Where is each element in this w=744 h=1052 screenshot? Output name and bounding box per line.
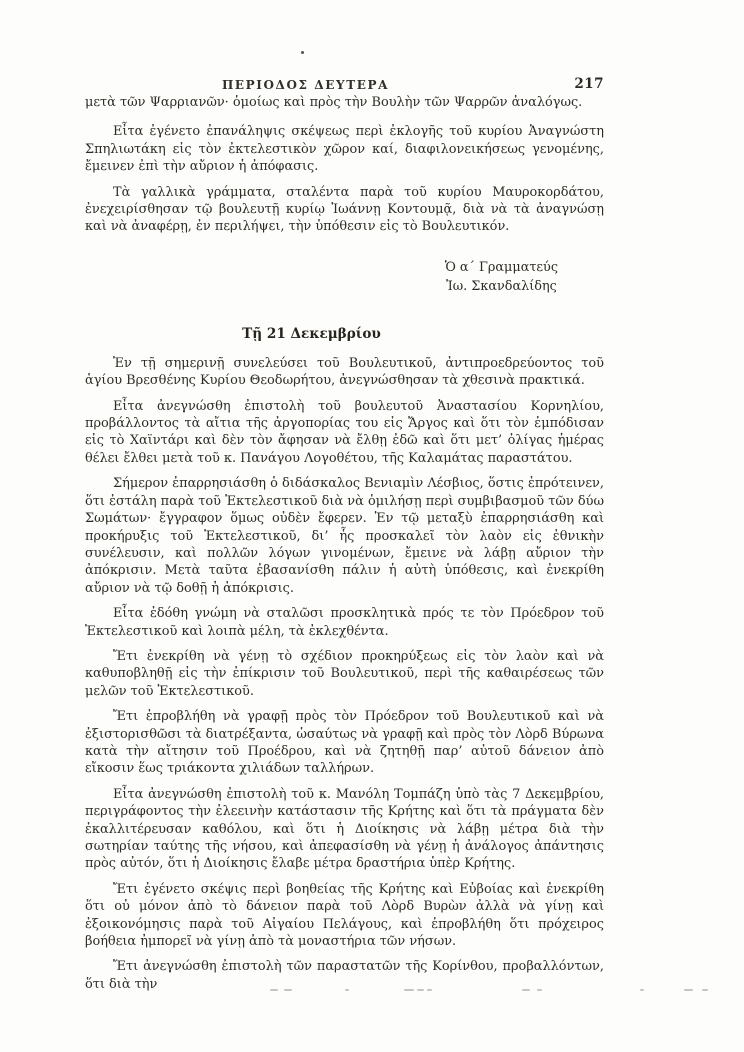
paragraph: Ἔτι ἐγένετο σκέψις περὶ βοηθείας τῆς Κρήτης καὶ Εὐβοίας καὶ ἐνεκρίθη ὅτι οὐ μόνον ἀπὸ τὸ δάνειον παρὰ τοῦ Λὸρδ Βυρὼν ἀλλὰ νὰ γίνῃ καὶ ἐξοικονόμησις παρὰ τοῦ Αἰγαίου Πελάγους, καὶ ἐπροβλήθη ὅτι πρόχειρος βοήθεια ἠμπορεῖ νὰ γίνῃ ἀπὸ τὰ μοναστήρια τῶν νήσων. — [85, 881, 604, 950]
scan-artifact-dash — [702, 989, 708, 991]
page-number: 217 — [574, 76, 604, 92]
scan-artifact-dash — [270, 989, 278, 991]
scan-artifact-dash — [417, 989, 424, 991]
paragraph: Σήμερον ἐπαρρησιάσθη ὁ διδάσκαλος Βενιαμὶν Λέσβιος, ὅστις ἐπρότεινεν, ὅτι ἐστάλη παρὰ τοῦ Ἐκτελεστικοῦ διὰ νὰ ὁμιλήσῃ περὶ συμβιβασμοῦ τῶν δύω Σωμάτων· ἔγγραφον ὅμως οὐδὲν ἔφερεν. Ἐν τῷ μεταξὺ ἐπαρρησιάσθη καὶ προκήρυξις τοῦ Ἐκτελεστικοῦ, δι’ ἧς προσκαλεῖ τὸν λαὸν εἰς ἐθνικὴν συνέλευσιν, καὶ πολλῶν λόγων γινομένων, ἔμεινε νὰ λάβῃ αὔριον τὴν ἀπόκρισιν. Μετὰ ταῦτα ἐβασανίσθη πάλιν ἡ αὐτὴ ὑπόθεσις, καὶ ἐνεκρίθη αὔριον νὰ τῷ δοθῇ ἡ ἀπόκρισις. — [85, 476, 604, 596]
scan-artifact-dash — [537, 989, 542, 991]
session-date-heading: Τῇ 21 Δεκεμβρίου — [242, 325, 381, 342]
scan-artifact-dash — [345, 989, 349, 991]
signature-name: Ἰω. Σκανδαλίδης — [446, 278, 557, 294]
scan-artifact-dash — [404, 989, 414, 991]
paragraph-continuation: μετὰ τῶν Ψαρριανῶν· ὁμοίως καὶ πρὸς τὴν Βουλὴν τῶν Ψαρρῶν ἀναλόγως. — [85, 95, 583, 110]
signature-block — [445, 258, 558, 296]
scan-artifact-dash — [284, 989, 292, 991]
scan-speck — [301, 51, 304, 54]
scan-artifact-dash — [684, 989, 693, 991]
paragraph: Εἶτα ἐδόθη γνώμη νὰ σταλῶσι προσκλητικὰ πρός τε τὸν Πρόεδρον τοῦ Ἐκτελεστικοῦ καὶ λοιπὰ μέλη, τὰ ἐκλεχθέντα. — [85, 606, 604, 639]
paragraph: Ἔτι ἀνεγνώσθη ἐπιστολὴ τῶν παραστατῶν τῆς Κορίνθου, προβαλλόντων, ὅτι διὰ τὴν — [85, 959, 604, 992]
paragraph: Ἔτι ἐνεκρίθη νὰ γένῃ τὸ σχέδιον προκηρύξεως εἰς τὸν λαὸν καὶ νὰ καθυποβληθῇ εἰς τὴν ἐπίκρισιν τοῦ Βουλευτικοῦ, περὶ τῆς καθαιρέσεως τῶν μελῶν τοῦ Ἐκτελεστικοῦ. — [85, 648, 604, 699]
scan-artifacts — [0, 989, 744, 992]
running-head: ΠΕΡΙΟΔΟΣ ΔΕΥΤΕΡΑ — [221, 78, 390, 92]
paragraph: Ἐν τῇ σημερινῇ συνελεύσει τοῦ Βουλευτικοῦ, ἀντιπροεδρεύοντος τοῦ ἁγίου Βρεσθένης Κυρίου Θεοδωρήτου, ἀνεγνώσθησαν τὰ χθεσινὰ πρακτικά. — [85, 355, 604, 389]
paragraph: Εἶτα ἀνεγνώσθη ἐπιστολὴ τοῦ βουλευτοῦ Ἀναστασίου Κορνηλίου, προβάλλοντος τὰ αἴτια τῆς ἀργοπορίας του εἰς Ἄργος καὶ ὅτι τὸν ἐμπόδισαν εἰς τὸ Χαϊντάρι καὶ δὲν τὸν ἄφησαν νὰ ἔλθῃ ἐδῶ καὶ ὅτι μετ’ ὀλίγας ἡμέρας θέλει ἔλθει μετὰ τοῦ κ. Πανάγου Λογοθέτου, τῆς Καλαμάτας παραστάτου. — [85, 398, 604, 466]
scan-artifact-dash — [640, 989, 644, 991]
page-header — [85, 76, 604, 96]
paragraph: Εἶτα ἀνεγνώσθη ἐπιστολὴ τοῦ κ. Μανόλη Τομπάζη ὑπὸ τὰς 7 Δεκεμβρίου, περιγράφοντος τὴν ἐλεεινὴν κατάστασιν τῆς Κρήτης καὶ ὅτι τὰ πράγματα δὲν ἐκαλλιτέρευσαν καθόλου, καὶ ὅτι ἡ Διοίκησις νὰ λάβῃ μέτρα διὰ τὴν σωτηρίαν ταύτης τῆς νήσου, καὶ ἀπεφασίσθη νὰ γένῃ ἡ ἀνάλογος ἀπάντησις πρὸς αὐτόν, ὅτι ἡ Διοίκησις ἔλαβε μέτρα δραστήρια ὑπὲρ Κρήτης. — [85, 786, 604, 872]
paragraph: Εἶτα ἐγένετο ἐπανάληψις σκέψεως περὶ ἐκλογῆς τοῦ κυρίου Ἀναγνώστη Σπηλιωτάκη εἰς τὸν ἐκτελεστικὸν χῶρον καί, διαφιλονεικήσεως γενομένης, ἔμεινεν ἐπὶ τὴν αὔριον ἡ ἀπόφασις. — [85, 124, 604, 175]
signature-title: Ὁ α´ Γραμματεύς — [444, 259, 558, 275]
scan-artifact-dash — [522, 989, 530, 991]
page-body — [85, 94, 604, 1001]
paragraph: Ἔτι ἐπροβλήθη νὰ γραφῇ πρὸς τὸν Πρόεδρον τοῦ Βουλευτικοῦ καὶ νὰ ἐξιστορισθῶσι τὰ διατρέξαντα, ὡσαύτως νὰ γραφῇ καὶ πρὸς τὸν Λὸρδ Βύρωνα κατὰ τὴν αἴτησιν τοῦ Προέδρου, καὶ νὰ ζητηθῇ παρ’ αὐτοῦ δάνειον ἀπὸ εἴκοσιν ἕως τριάκοντα χιλιάδων ταλλήρων. — [85, 709, 604, 777]
paragraph: Τὰ γαλλικὰ γράμματα, σταλέντα παρὰ τοῦ κυρίου Μαυροκορδάτου, ἐνεχειρίσθησαν τῷ βουλευτῇ κυρίῳ Ἰωάννῃ Κοντουμᾷ, διὰ νὰ τὰ ἀναγνώσῃ καὶ νὰ ἀναφέρῃ, ἐν περιλήψει, τὴν ὑπόθεσιν εἰς τὸ Βουλευτικόν. — [85, 184, 604, 235]
scan-artifact-dash — [427, 989, 432, 991]
